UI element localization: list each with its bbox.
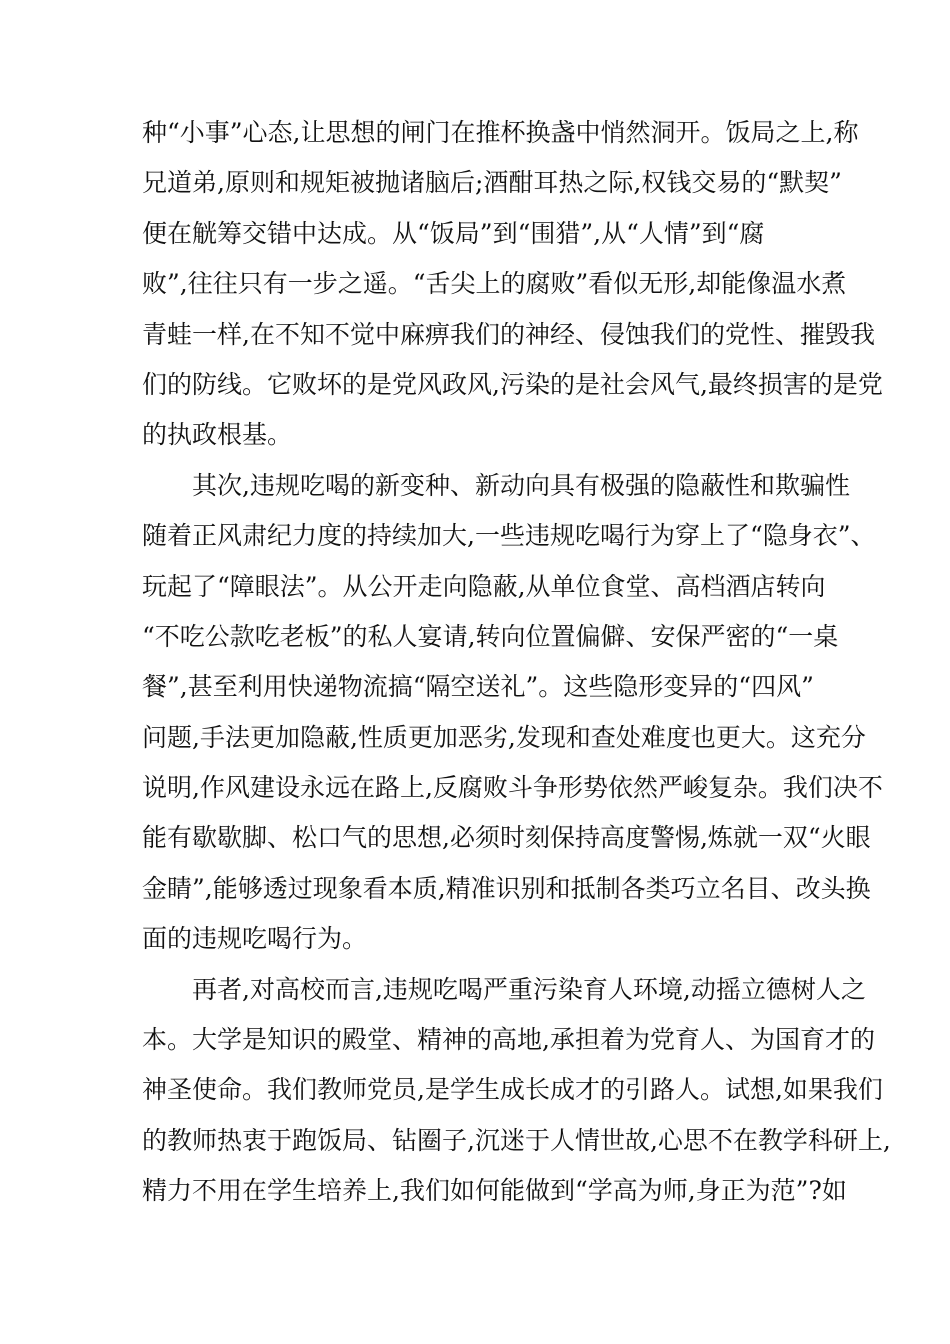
text-line: 神圣使命。我们教师党员,是学生成长成才的引路人。试想,如果我们 (142, 1075, 883, 1105)
text-line: 种“小事”心态,让思想的闸门在推杯换盏中悄然洞开。饭局之上,称 (142, 118, 859, 147)
text-line: 的执政根基。 (142, 420, 293, 450)
text-line: 败”,往往只有一步之遥。“舌尖上的腐败”看似无形,却能像温水煮 (142, 269, 847, 299)
text-line: 随着正风肃纪力度的持续加大,一些违规吃喝行为穿上了“隐身衣”、 (142, 521, 876, 551)
document-body (142, 108, 891, 1217)
text-line: 再者,对高校而言,违规吃喝严重污染育人环境,动摇立德树人之 (192, 974, 866, 1004)
text-line: 玩起了“障眼法”。从公开走向隐蔽,从单位食堂、高档酒店转向 (142, 571, 826, 601)
text-line: 餐”,甚至利用快递物流搞“隔空送礼”。这些隐形变异的“四风” (142, 672, 814, 702)
text-line: 兄道弟,原则和规矩被抛诸脑后;酒酣耳热之际,权钱交易的“默契” (142, 168, 842, 198)
text-line: 精力不用在学生培养上,我们如何能做到“学高为师,身正为范”?如 (142, 1176, 847, 1206)
paragraph-2 (142, 461, 883, 965)
text-line: 金睛”,能够透过现象看本质,精准识别和抵制各类巧立名目、改头换 (142, 873, 871, 903)
paragraph-1 (142, 108, 883, 461)
text-line: 其次,违规吃喝的新变种、新动向具有极强的隐蔽性和欺骗性 (192, 470, 850, 500)
text-line: “不吃公款吃老板”的私人宴请,转向位置偏僻、安保严密的“一桌 (142, 621, 839, 651)
text-line: 问题,手法更加隐蔽,性质更加恶劣,发现和查处难度也更大。这充分 (142, 722, 866, 752)
text-line: 能有歇歇脚、松口气的思想,必须时刻保持高度警惕,炼就一双“火眼 (142, 823, 871, 853)
text-line: 青蛙一样,在不知不觉中麻痹我们的神经、侵蚀我们的党性、摧毁我 (142, 319, 875, 349)
paragraph-3 (142, 965, 891, 1217)
text-line: 面的违规吃喝行为。 (142, 924, 368, 954)
text-line: 便在觥筹交错中达成。从“饭局”到“围猎”,从“人情”到“腐 (142, 218, 765, 248)
text-line: 们的防线。它败坏的是党风政风,污染的是社会风气,最终损害的是党 (142, 369, 883, 399)
text-line: 说明,作风建设永远在路上,反腐败斗争形势依然严峻复杂。我们决不 (142, 773, 883, 803)
text-line: 的教师热衷于跑饭局、钻圈子,沉迷于人情世故,心思不在教学科研上, (142, 1125, 891, 1155)
text-line: 本。大学是知识的殿堂、精神的高地,承担着为党育人、为国育才的 (142, 1025, 875, 1055)
